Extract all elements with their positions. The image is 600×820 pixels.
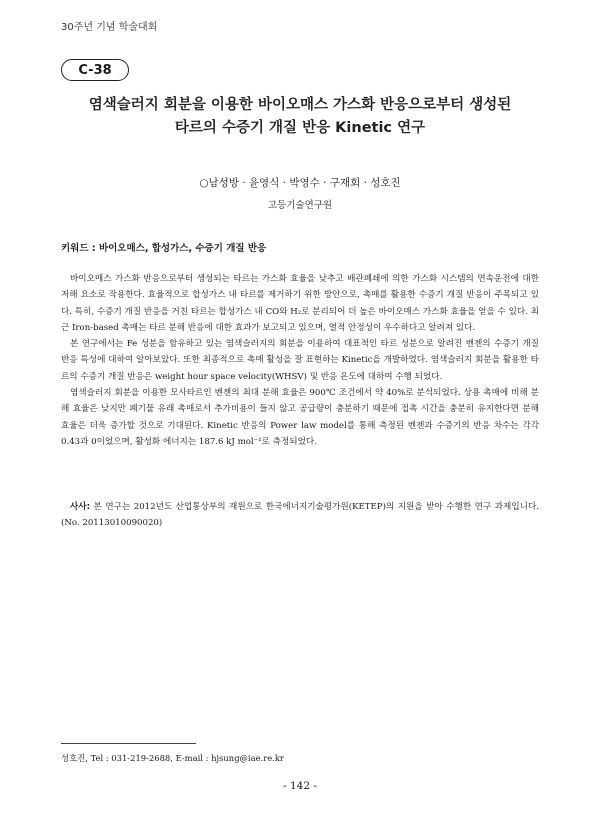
authors: ○남성방 · 윤영식 · 박영수 · 구재회 · 성호진 [199,177,401,189]
page-number: - 142 - [283,780,317,792]
paragraph-1: 바이오매스 가스화 반응으로부터 생성되는 타르는 가스화 효율을 낮추고 배관폐쇄에 의한 가스화 시스템의 연속운전에 대한 저해 요소로 작용한다. 효율적으로 합성가스 내 타르를 제거하기 위한 방안으로, 촉매를 활용한 수증기 개질 반응이 주목되고 있다. 특히, 수증기 개질 반응을 거친 타르는 합성가스 내 CO와 H₂로 분리되어 더 높은 바이오매스 가스화 효율을 얻을 수 있다. 최근 Iron-based 촉매는 타르 분해 반응에 대한 효과가 보고되고 있으며, 열적 안정성이 우수하다고 알려져 있다. [61,274,539,333]
conference-header: 30주년 기념 학술대회 [61,22,158,33]
paper-code-badge: C-38 [61,59,129,81]
paper-title-line-1: 염색슬러지 회분을 이용한 바이오매스 가스화 반응으로부터 생성된 [88,97,512,113]
acknowledgement-text: 본 연구는 2012년도 산업통상부의 재원으로 한국에너지기술평가원(KETEP)의 지원을 받아 수행한 연구 과제입니다. (No. 20113010090020) [61,502,539,529]
acknowledgement [61,499,539,532]
keywords: 키워드 : 바이오매스, 합성가스, 수증기 개질 반응 [61,243,267,254]
paragraph-3: 염색슬러지 회분을 이용한 모사타르인 벤젠의 최대 분해 효율은 900℃ 조건에서 약 40%로 분석되었다. 상용 촉매에 비해 분해 효율은 낮지만 폐기물 유래 촉매로서 추가비용이 들지 않고 공급량이 충분하기 때문에 접촉 시간을 충분히 유지한다면 분해 효율은 더욱 증가할 것으로 기대된다. Kinetic 반응의 Power law model를 통해 측정된 벤젠과 수증기의 반응 차수는 각각 0.43과 0이었으며, 활성화 에너지는 187.6 kJ mol⁻¹로 측정되었다. [61,388,539,447]
abstract-body [61,271,539,450]
acknowledgement-label: 사사: [70,502,91,512]
paper-title-line-2: 타르의 수증기 개질 반응 Kinetic 연구 [174,120,426,136]
paragraph-2: 본 연구에서는 Fe 성분을 함유하고 있는 염색슬러지의 회분을 이용하여 대표적인 타르 성분으로 알려진 벤젠의 수증기 개질 반응 특성에 대하여 알아보았다. 또한 최종적으로 촉매 활성을 잘 표현하는 Kinetic을 개발하였다. 염색슬러지 회분을 활용한 타르의 수증기 개질 반응은 weight hour space velocity(WHSV) 및 반응 온도에 대하여 수행 되었다. [61,339,539,382]
corresponding-author-footnote: 성호진, Tel : 031-219-2688, E-mail : hjsung@iae.re.kr [61,753,284,763]
footnote-divider [61,743,196,744]
affiliation: 고등기술연구원 [267,200,333,211]
